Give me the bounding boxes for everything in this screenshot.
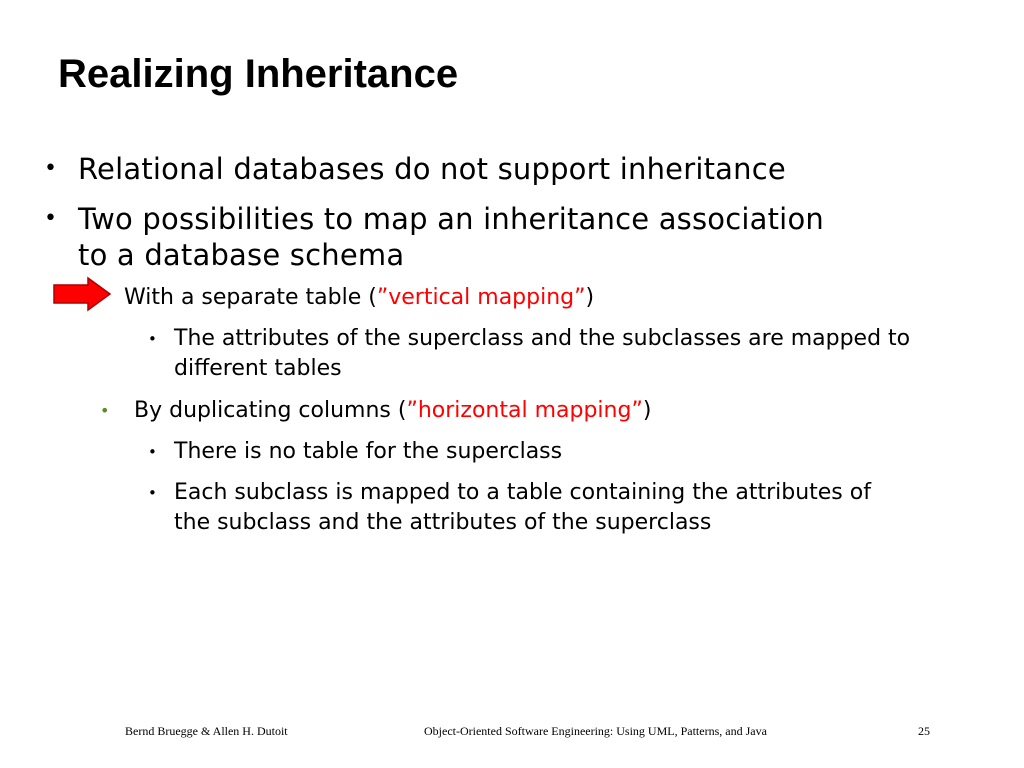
detail-text: The attributes of the superclass and the subclasses are mapped to different tables (174, 326, 911, 381)
bullet-dot-icon: • (44, 156, 58, 181)
sub-item-prefix: With a separate table ( (124, 285, 377, 310)
footer-book-title: Object-Oriented Software Engineering: Using UML, Patterns, and Java (424, 724, 767, 738)
detail-text: Each subclass is mapped to a table containing the attributes of the subclass and the attributes of the superclass (174, 480, 871, 535)
bullet-text: Two possibilities to map an inheritance association to a database schema (78, 202, 824, 272)
sub-item-highlight: ”vertical mapping” (376, 285, 586, 310)
bullet-dot-icon: • (148, 484, 157, 502)
detail-item (148, 478, 914, 538)
bullet-text: Relational databases do not support inheritance (78, 152, 786, 186)
sub-item-vertical (124, 283, 944, 313)
bullet-dot-icon: • (148, 443, 157, 461)
bullet-dot-icon: • (44, 206, 58, 231)
sub-item-suffix: ) (642, 398, 652, 423)
detail-item (148, 437, 934, 467)
sub-item-highlight: ”horizontal mapping” (406, 398, 643, 423)
detail-item (148, 324, 934, 384)
red-arrow-icon (52, 276, 112, 312)
green-bullet-dot-icon: • (100, 401, 110, 420)
slide-title: Realizing Inheritance (58, 52, 459, 96)
bullet-item (44, 151, 978, 187)
bullet-item (44, 201, 838, 273)
footer-page-number: 25 (918, 724, 930, 738)
sub-item-suffix: ) (585, 285, 595, 310)
sub-item-horizontal (100, 396, 954, 426)
bullet-dot-icon: • (148, 330, 157, 348)
detail-text: There is no table for the superclass (174, 439, 563, 464)
sub-item-prefix: By duplicating columns ( (134, 398, 407, 423)
footer-authors: Bernd Bruegge & Allen H. Dutoit (125, 724, 288, 738)
